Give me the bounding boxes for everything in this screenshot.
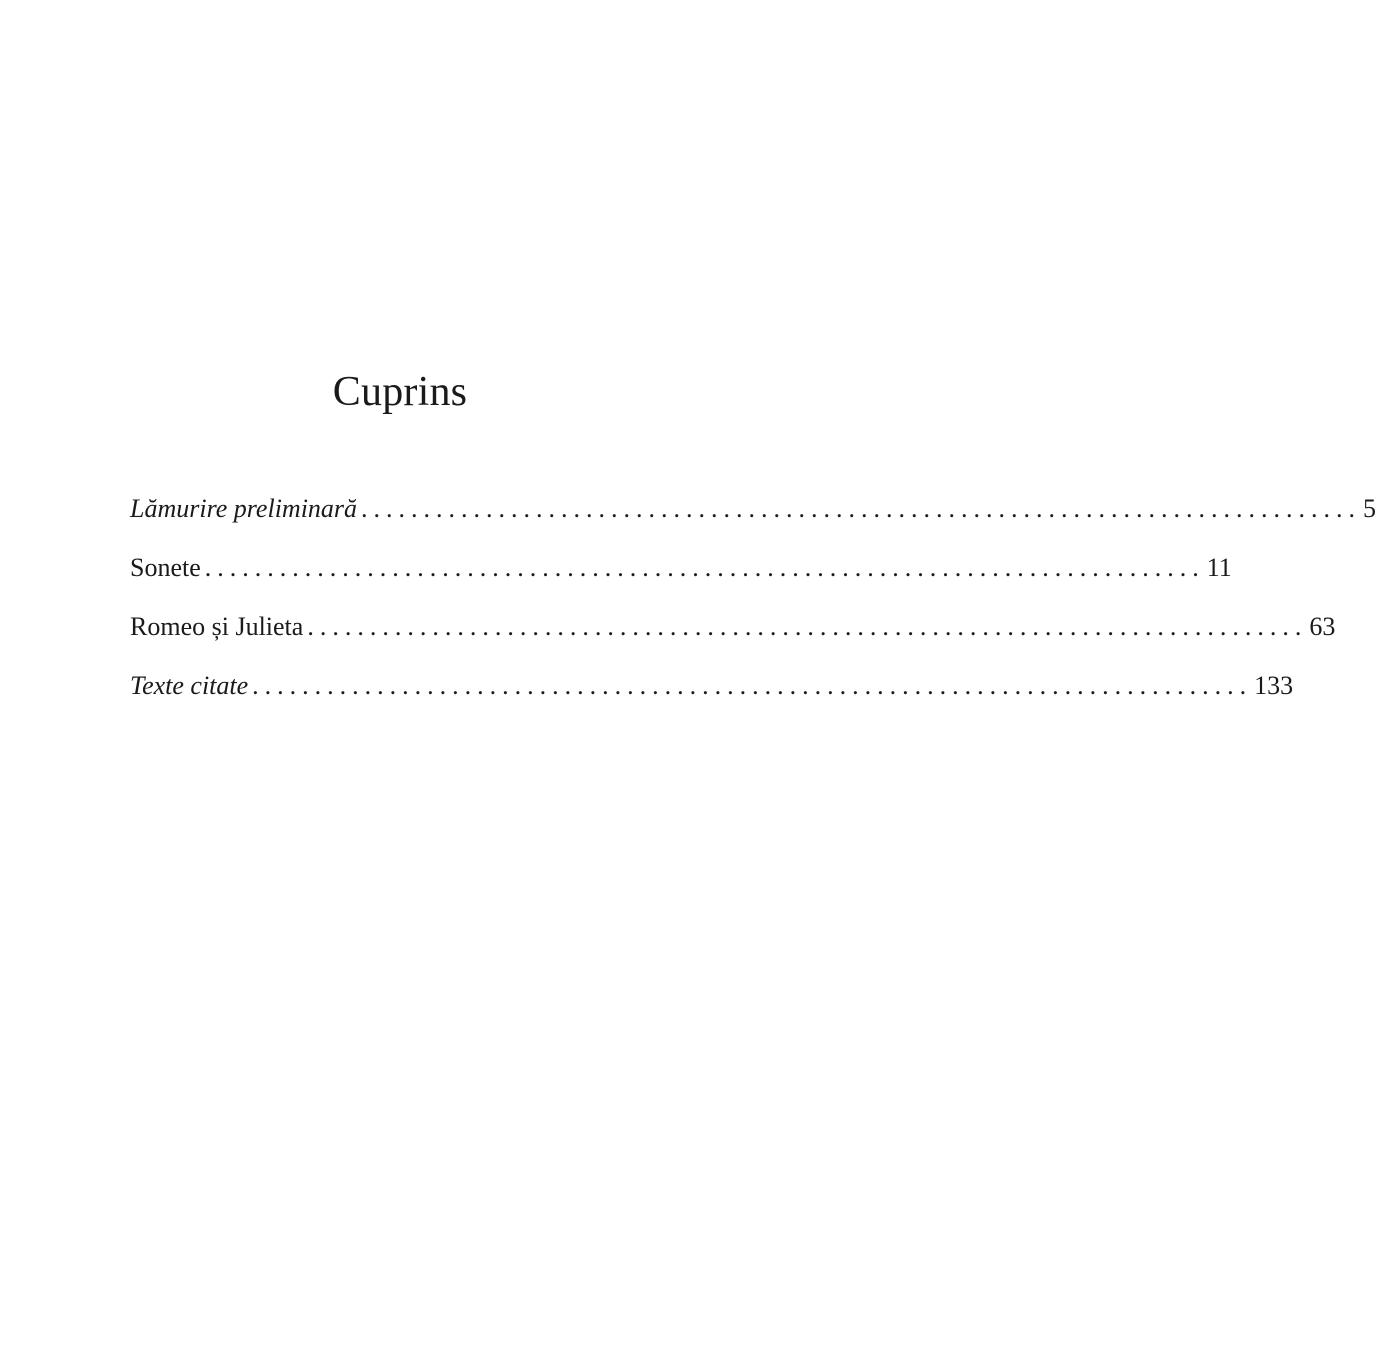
dot-leader: ................................................................................ xyxy=(361,494,1362,523)
dot-leader: ................................................................................ xyxy=(204,553,1205,582)
toc-entry-page-number: 133 xyxy=(1254,671,1294,700)
toc-entry xyxy=(130,671,1294,730)
toc-entry xyxy=(130,612,1336,671)
table-of-contents xyxy=(130,494,1376,730)
toc-entry-page-number: 11 xyxy=(1206,553,1232,582)
toc-entry-label: Romeo și Julieta xyxy=(130,612,304,641)
toc-entry-label: Lămurire preliminară xyxy=(130,494,358,523)
toc-entry-page-number: 63 xyxy=(1309,612,1336,641)
toc-entry xyxy=(130,553,1232,612)
dot-leader: ................................................................................ xyxy=(307,612,1308,641)
toc-entry-label: Texte citate xyxy=(130,671,249,700)
toc-entry xyxy=(130,494,1376,553)
toc-entry-label: Sonete xyxy=(130,553,201,582)
dot-leader: ................................................................................ xyxy=(252,671,1253,700)
toc-entry-page-number: 5 xyxy=(1363,494,1376,523)
page-title: Cuprins xyxy=(332,369,468,415)
